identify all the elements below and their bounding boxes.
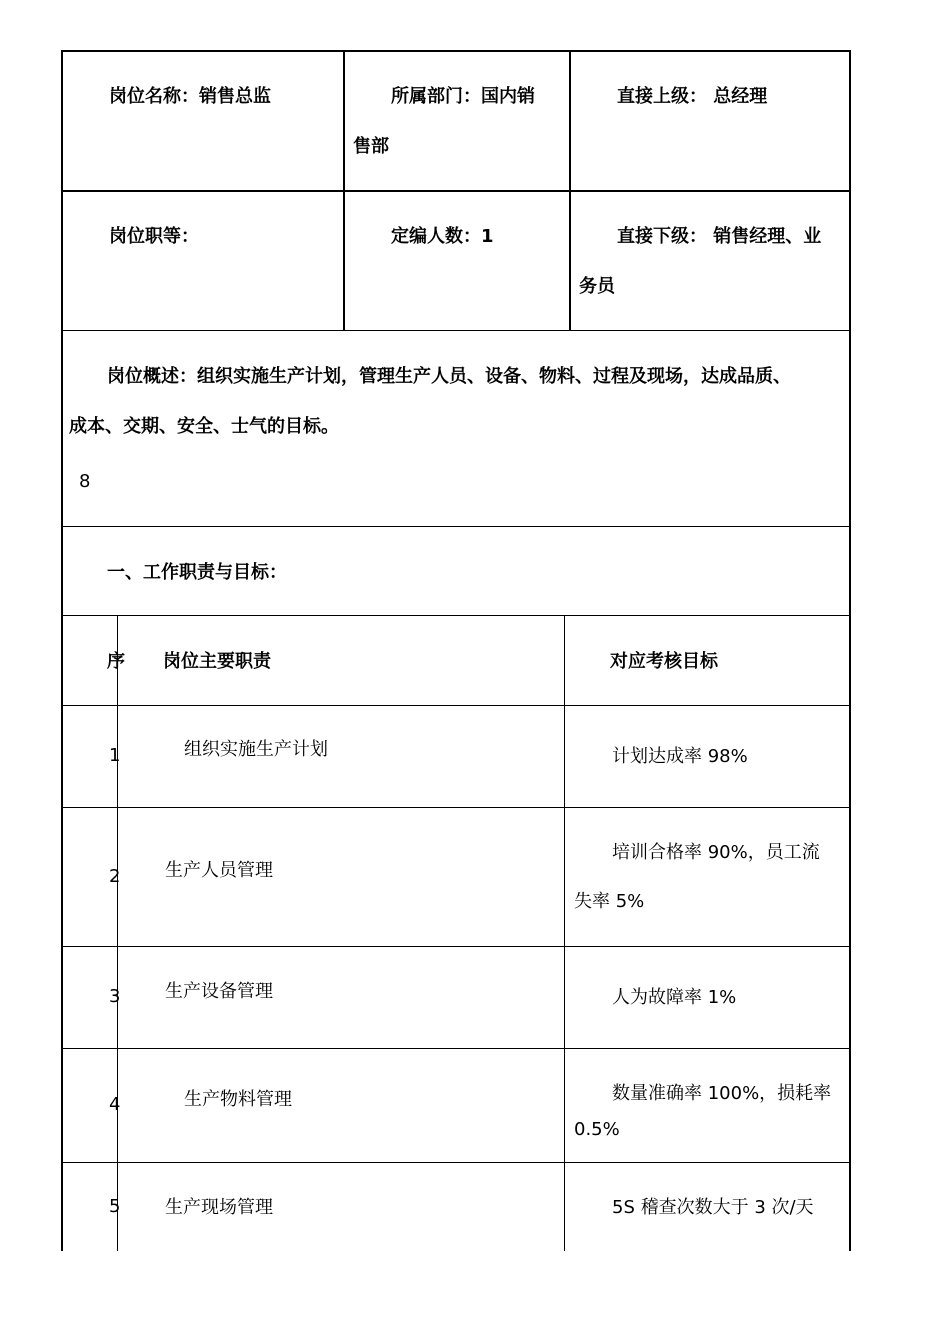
- row-target-line2: 0.5%: [574, 1119, 620, 1140]
- row-divider: [61, 1162, 851, 1163]
- row-duty: 生产人员管理: [165, 860, 273, 881]
- header-no: 序: [107, 651, 125, 672]
- row-duty: 生产物料管理: [184, 1089, 292, 1110]
- direct-superior: 直接上级： 总经理: [617, 86, 768, 107]
- column-divider: [343, 50, 345, 330]
- row-target-line1: 培训合格率 90%，员工流: [612, 842, 820, 863]
- row-duty: 组织实施生产计划: [184, 739, 328, 760]
- row-target: 人为故障率 1%: [612, 987, 737, 1008]
- row-divider: [61, 190, 851, 192]
- row-divider: [61, 946, 851, 947]
- row-target: 5S 稽查次数大于 3 次/天: [612, 1197, 814, 1218]
- overview-line2: 成本、交期、安全、士气的目标。: [69, 416, 339, 437]
- row-divider: [61, 615, 851, 616]
- headcount: 定编人数：1: [391, 226, 494, 247]
- column-divider: [117, 615, 118, 1251]
- row-no: 3: [109, 986, 121, 1007]
- direct-subordinate-line1: 直接下级： 销售经理、业: [617, 226, 822, 247]
- column-divider: [564, 615, 565, 1251]
- row-divider: [61, 1048, 851, 1049]
- row-no: 4: [109, 1094, 121, 1115]
- column-divider: [569, 50, 571, 330]
- row-duty: 生产现场管理: [165, 1197, 273, 1218]
- overview-line1: 岗位概述：组织实施生产计划，管理生产人员、设备、物料、过程及现场，达成品质、: [107, 366, 791, 387]
- department-line2: 售部: [353, 136, 389, 157]
- row-no: 1: [109, 745, 121, 766]
- row-divider: [61, 705, 851, 706]
- header-target: 对应考核目标: [610, 651, 718, 672]
- row-no: 2: [109, 866, 121, 887]
- direct-subordinate-line2: 务员: [579, 276, 615, 297]
- row-target: 计划达成率 98%: [612, 746, 748, 767]
- section-title: 一、工作职责与目标：: [107, 562, 287, 583]
- position-grade: 岗位职等：: [109, 226, 199, 247]
- header-duty: 岗位主要职责: [163, 651, 271, 672]
- row-target-line1: 数量准确率 100%，损耗率: [612, 1083, 832, 1104]
- row-divider: [61, 526, 851, 527]
- row-no: 5: [109, 1196, 121, 1217]
- row-duty: 生产设备管理: [165, 981, 273, 1002]
- overview-note: 8: [79, 471, 91, 492]
- department-line1: 所属部门：国内销: [391, 86, 535, 107]
- row-divider: [61, 330, 851, 331]
- row-divider: [61, 807, 851, 808]
- position-name: 岗位名称：销售总监: [109, 86, 271, 107]
- row-target-line2: 失率 5%: [574, 891, 645, 912]
